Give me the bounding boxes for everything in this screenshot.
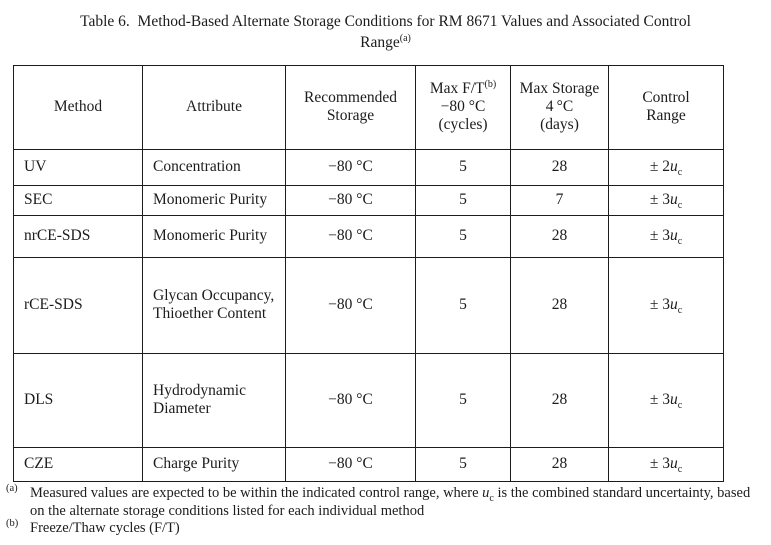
cell-control-range: ± $3u_c$ <box>609 185 724 215</box>
table-title <box>0 0 771 54</box>
cell-method: CZE <box>14 447 143 481</box>
cell-recommended-storage: −80 °C <box>286 185 416 215</box>
footnote-a-text: Measured values are expected to be within the indicated control range, where $u_c$ is the combined standard uncertainty, based on the alternate storage conditions listed for each individual method <box>30 484 751 519</box>
table-row-uv <box>14 149 724 185</box>
cell-control-range: ± $3u_c$ <box>609 257 724 353</box>
cell-max-storage: 28 <box>511 257 609 353</box>
cell-max-ft: 5 <box>416 257 511 353</box>
cell-control-range: ± $3u_c$ <box>609 215 724 257</box>
cell-max-ft: 5 <box>416 215 511 257</box>
cell-max-storage: 28 <box>511 447 609 481</box>
data-table <box>13 65 724 482</box>
cell-max-ft: 5 <box>416 447 511 481</box>
cell-max-ft: 5 <box>416 149 511 185</box>
cell-attribute: Hydrodynamic Diameter <box>143 353 286 447</box>
cell-attribute: Charge Purity <box>143 447 286 481</box>
cell-recommended-storage: −80 °C <box>286 215 416 257</box>
cell-attribute: Monomeric Purity <box>143 215 286 257</box>
cell-recommended-storage: −80 °C <box>286 353 416 447</box>
cell-max-ft: 5 <box>416 185 511 215</box>
cell-attribute: Glycan Occupancy, Thioether Content <box>143 257 286 353</box>
cell-max-storage: 7 <box>511 185 609 215</box>
table-row-dls <box>14 353 724 447</box>
header-cell-control-range: Control Range <box>609 65 724 149</box>
table-row-sec <box>14 185 724 215</box>
footnotes <box>0 482 771 538</box>
table-title-line1: Table 6. Method-Based Alternate Storage Conditions for RM 8671 Values and Associated Control <box>80 13 691 30</box>
footnote-a <box>0 482 771 520</box>
footnote-b <box>0 520 771 538</box>
cell-method: nrCE-SDS <box>14 215 143 257</box>
header-cell-method: Method <box>14 65 143 149</box>
header-row <box>14 65 724 149</box>
cell-method: SEC <box>14 185 143 215</box>
cell-recommended-storage: −80 °C <box>286 257 416 353</box>
cell-attribute: Monomeric Purity <box>143 185 286 215</box>
footnote-b-text: Freeze/Thaw cycles (F/T) <box>30 520 180 537</box>
header-cell-max-ft: Max $F/T^{(b)}$ −80 °C (cycles) <box>416 65 511 149</box>
header-cell-max-storage: Max Storage 4 °C (days) <box>511 65 609 149</box>
cell-recommended-storage: −80 °C <box>286 447 416 481</box>
cell-method: rCE-SDS <box>14 257 143 353</box>
footnote-b-marker: (b) <box>6 518 19 530</box>
table-row-rce-sds <box>14 257 724 353</box>
cell-method: UV <box>14 149 143 185</box>
cell-max-storage: 28 <box>511 353 609 447</box>
cell-recommended-storage: −80 °C <box>286 149 416 185</box>
cell-attribute: Concentration <box>143 149 286 185</box>
cell-method: DLS <box>14 353 143 447</box>
cell-max-storage: 28 <box>511 215 609 257</box>
cell-control-range: ± $3u_c$ <box>609 447 724 481</box>
footnote-ref-a: (a) <box>399 32 411 44</box>
table-row-nrce-sds <box>14 215 724 257</box>
cell-max-ft: 5 <box>416 353 511 447</box>
table-row-cze <box>14 447 724 481</box>
header-cell-recommended-storage: Recommended Storage <box>286 65 416 149</box>
footnote-a-marker: (a) <box>6 482 18 494</box>
footnote-ref-b: (b) <box>484 79 497 91</box>
cell-control-range: ± $2u_c$ <box>609 149 724 185</box>
cell-max-storage: 28 <box>511 149 609 185</box>
cell-control-range: ± $3u_c$ <box>609 353 724 447</box>
header-cell-attribute: Attribute <box>143 65 286 149</box>
table-title-line2: Range$^{(a)}$ <box>360 32 411 51</box>
